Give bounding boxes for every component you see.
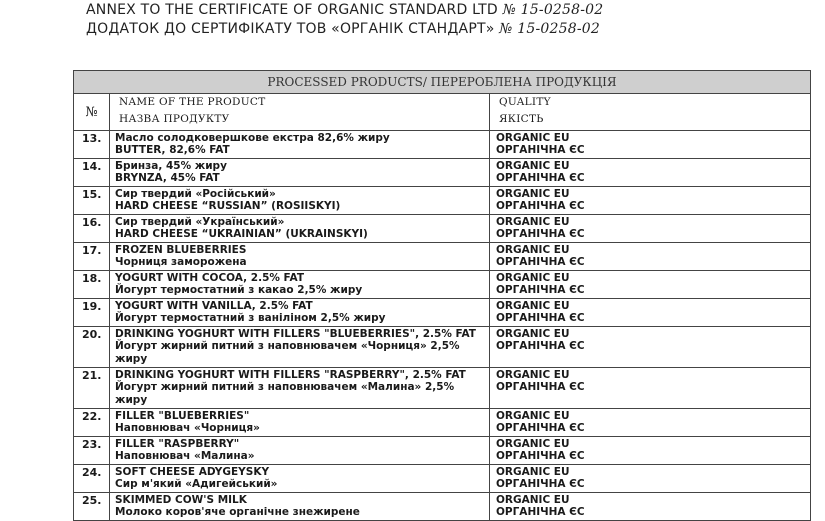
row-number: 13. [74,131,110,159]
product-name-line: FROZEN BLUEBERRIES [115,244,247,256]
header-product-name-en: NAME OF THE PRODUCT [119,96,266,108]
table-title: PROCESSED PRODUCTS/ ПЕРЕРОБЛЕНА ПРОДУКЦІЯ [74,71,811,94]
product-name-line: Йогурт термостатний з ваніліном 2,5% жиру [115,312,386,325]
product-name-line: Масло солодковершкове екстра 82,6% жиру [115,132,390,144]
product-name-cell [110,465,490,493]
table-row [74,368,811,409]
quality-en: ORGANIC EU [496,410,570,422]
quality-en: ORGANIC EU [496,244,570,256]
quality-cell [490,299,811,327]
table-row [74,215,811,243]
product-name-line: DRINKING YOGHURT WITH FILLERS "BLUEBERRIES", 2.5% FAT [115,328,476,340]
quality-en: ORGANIC EU [496,300,570,312]
quality-ua: ОРГАНІЧНА ЄС [496,256,585,269]
row-number: 25. [74,493,110,521]
row-number: 17. [74,243,110,271]
product-name-cell [110,409,490,437]
table-row [74,465,811,493]
quality-ua: ОРГАНІЧНА ЄС [496,284,585,297]
header-quality [490,94,811,131]
product-name-cell [110,271,490,299]
product-name-cell [110,493,490,521]
row-number: 14. [74,159,110,187]
product-name-line: BUTTER, 82,6% FAT [115,144,230,157]
product-name-cell [110,327,490,368]
product-name-line: Чорниця заморожена [115,256,247,269]
row-number: 23. [74,437,110,465]
quality-cell [490,187,811,215]
table-row [74,327,811,368]
product-name-cell [110,131,490,159]
certificate-number-en: № 15-0258-02 [502,2,604,18]
quality-en: ORGANIC EU [496,466,570,478]
quality-cell [490,215,811,243]
quality-ua: ОРГАНІЧНА ЄС [496,312,585,325]
product-name-line: DRINKING YOGHURT WITH FILLERS "RASPBERRY", 2.5% FAT [115,369,466,381]
table-row [74,159,811,187]
product-name-line: Йогурт жирний питний з наповнювачем «Чорниця» 2,5% [115,340,460,353]
product-name-line: Бринза, 45% жиру [115,160,227,172]
product-name-line: Сир твердий «Російський» [115,188,276,200]
quality-en: ORGANIC EU [496,188,570,200]
row-number: 15. [74,187,110,215]
product-name-line: жиру [115,352,148,365]
annex-header-en [86,2,603,18]
table-row [74,187,811,215]
product-name-cell [110,368,490,409]
row-number: 21. [74,368,110,409]
product-name-line: SKIMMED COW'S MILK [115,494,247,506]
quality-cell [490,493,811,521]
quality-en: ORGANIC EU [496,132,570,144]
product-name-line: Йогурт термостатний з какао 2,5% жиру [115,284,363,297]
quality-ua: ОРГАНІЧНА ЄС [496,478,585,491]
row-number: 16. [74,215,110,243]
quality-ua: ОРГАНІЧНА ЄС [496,144,585,157]
quality-ua: ОРГАНІЧНА ЄС [496,422,585,435]
product-name-line: SOFT CHEESE ADYGEYSKY [115,466,270,478]
quality-ua: ОРГАНІЧНА ЄС [496,450,585,463]
quality-cell [490,159,811,187]
header-product-name-ua: НАЗВА ПРОДУКТУ [119,113,230,125]
header-product-name [110,94,490,131]
product-name-line: Сир твердий «Український» [115,216,285,228]
quality-en: ORGANIC EU [496,272,570,284]
quality-ua: ОРГАНІЧНА ЄС [496,381,585,394]
product-name-cell [110,299,490,327]
certificate-number-ua: № 15-0258-02 [499,21,600,37]
product-name-line: YOGURT WITH VANILLA, 2.5% FAT [115,300,313,312]
header-quality-en: QUALITY [499,96,551,108]
quality-cell [490,437,811,465]
product-name-line: Йогурт жирний питний з наповнювачем «Малина» 2,5% [115,381,455,394]
quality-cell [490,243,811,271]
quality-cell [490,271,811,299]
table-row [74,493,811,521]
table-row [74,299,811,327]
product-name-line: Молоко коров'яче органічне знежирене [115,506,360,519]
header-number: № [74,94,110,131]
product-name-line: HARD CHEESE “UKRAINIAN” (UKRAINSKYI) [115,228,368,241]
product-name-line: FILLER "BLUEBERRIES" [115,410,250,422]
quality-en: ORGANIC EU [496,438,570,450]
table-header-row [74,94,811,131]
quality-cell [490,327,811,368]
product-name-line: Наповнювач «Малина» [115,450,255,463]
quality-cell [490,465,811,493]
quality-en: ORGANIC EU [496,369,570,381]
quality-ua: ОРГАНІЧНА ЄС [496,200,585,213]
product-name-line: HARD CHEESE “RUSSIAN” (ROSIISKYI) [115,200,341,213]
product-name-cell [110,243,490,271]
table-row [74,243,811,271]
product-name-line: Наповнювач «Чорниця» [115,422,260,435]
product-name-line: Сир м'який «Адигейський» [115,478,278,491]
quality-en: ORGANIC EU [496,216,570,228]
quality-en: ORGANIC EU [496,494,570,506]
quality-ua: ОРГАНІЧНА ЄС [496,228,585,241]
product-name-cell [110,187,490,215]
quality-ua: ОРГАНІЧНА ЄС [496,172,585,185]
table-row [74,437,811,465]
products-table [73,70,811,521]
quality-cell [490,409,811,437]
row-number: 24. [74,465,110,493]
product-name-line: FILLER "RASPBERRY" [115,438,240,450]
quality-ua: ОРГАНІЧНА ЄС [496,506,585,519]
annex-header-en-text: ANNEX TO THE CERTIFICATE OF ORGANIC STANDARD LTD [86,2,498,18]
annex-header-ua [86,21,600,37]
product-name-line: YOGURT WITH COCOA, 2.5% FAT [115,272,304,284]
table-title-row [74,71,811,94]
product-name-line: жиру [115,393,148,406]
quality-en: ORGANIC EU [496,160,570,172]
header-quality-ua: ЯКІСТЬ [499,113,544,125]
row-number: 18. [74,271,110,299]
annex-header-ua-text: ДОДАТОК ДО СЕРТИФІКАТУ ТОВ «ОРГАНІК СТАНДАРТ» [86,21,495,37]
quality-en: ORGANIC EU [496,328,570,340]
quality-ua: ОРГАНІЧНА ЄС [496,340,585,353]
row-number: 22. [74,409,110,437]
quality-cell [490,368,811,409]
table-row [74,271,811,299]
table-row [74,409,811,437]
product-name-cell [110,159,490,187]
row-number: 20. [74,327,110,368]
quality-cell [490,131,811,159]
row-number: 19. [74,299,110,327]
product-name-cell [110,437,490,465]
table-row [74,131,811,159]
product-name-cell [110,215,490,243]
product-name-line: BRYNZA, 45% FAT [115,172,220,185]
